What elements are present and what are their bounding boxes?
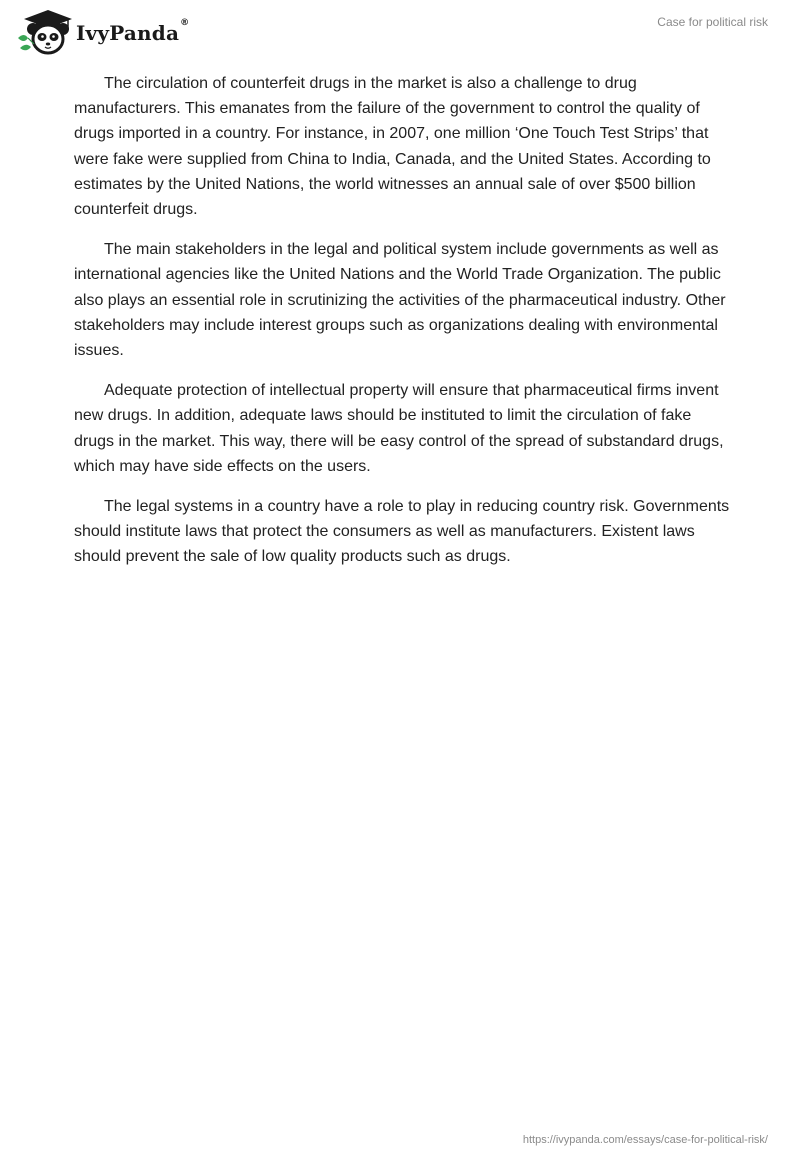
panda-graduate-icon <box>14 8 74 56</box>
registered-mark: ® <box>180 18 190 28</box>
page-header <box>0 0 800 64</box>
document-title: Case for political risk <box>657 15 768 29</box>
source-url[interactable]: https://ivypanda.com/essays/case-for-political-risk/ <box>522 1134 768 1146</box>
ivypanda-logo[interactable] <box>14 8 189 56</box>
paragraph: The legal systems in a country have a role to play in reducing country risk. Governments should institute laws that protect the consumers as well as manufacturers. Existent laws should prevent the sale of low quality products such as drugs. <box>74 498 730 566</box>
logo-text: IvyPanda <box>76 21 180 45</box>
logo-wordmark <box>76 18 190 45</box>
paragraph: The circulation of counterfeit drugs in the market is also a challenge to drug manufacturers. This emanates from the failure of the government to control the quality of drugs imported in a country. For instance, in 2007, one million ‘One Touch Test Strips’ that were fake were supplied from China to India, Canada, and the United States. According to estimates by the United Nations, the world witnesses an annual sale of over $500 billion counterfeit drugs. <box>74 75 711 219</box>
paragraph: Adequate protection of intellectual property will ensure that pharmaceutical firms invent new drugs. In addition, adequate laws should be instituted to limit the circulation of fake drugs in the market. This way, there will be easy control of the spread of substandard drugs, which may have side effects on the users. <box>74 382 724 475</box>
paragraph: The main stakeholders in the legal and political system include governments as well as international agencies like the United Nations and the World Trade Organization. The public also plays an essential role in scrutinizing the activities of the pharmaceutical industry. Other stakeholders may include interest groups such as organizations dealing with environmental issues. <box>74 241 726 360</box>
essay-body <box>74 71 730 585</box>
